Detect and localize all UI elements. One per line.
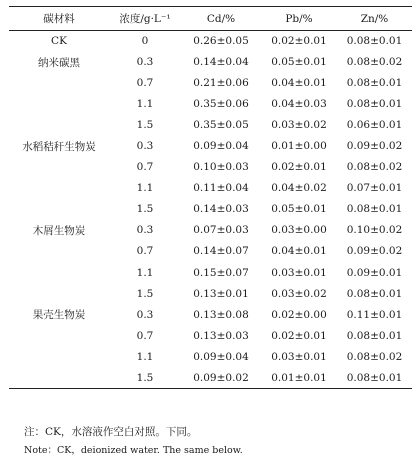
cell-material: [9, 178, 109, 199]
cell-cd: 0.35±0.05: [193, 119, 249, 132]
cell-zn: 0.09±0.02: [346, 140, 403, 153]
table-row: [9, 73, 412, 94]
cell-zn: 0.11±0.01: [346, 308, 403, 321]
cell-cd: 0.26±0.05: [193, 35, 249, 48]
cell-material: [9, 73, 109, 94]
cell-material: 水稻秸秆生物炭: [22, 140, 96, 153]
cell-zn: 0.08±0.01: [346, 98, 403, 111]
table-row: [9, 367, 412, 388]
cell-zn: 0.08±0.02: [346, 56, 403, 69]
cell-zn: 0.08±0.01: [346, 35, 403, 48]
table-header: [9, 7, 412, 31]
cell-pb: 0.03±0.01: [271, 350, 327, 363]
header-concentration: 浓度/g·L⁻¹: [109, 7, 181, 31]
cell-cd: 0.15±0.07: [193, 266, 249, 279]
table-row: [9, 94, 412, 115]
cell-concentration: 0.3: [136, 56, 154, 69]
cell-concentration: 0.7: [136, 77, 154, 90]
cell-cd: 0.11±0.04: [193, 182, 249, 195]
cell-cd: 0.10±0.03: [193, 161, 249, 174]
cell-cd: 0.09±0.04: [193, 140, 249, 153]
table-row: [9, 115, 412, 136]
table-row: [9, 241, 412, 262]
cell-material: [9, 157, 109, 178]
cell-concentration: 1.1: [136, 350, 154, 363]
cell-material: CK: [51, 35, 67, 48]
cell-material: 果壳生物炭: [32, 309, 86, 322]
header-carbon-material: 碳材料: [9, 7, 109, 31]
cell-zn: 0.08±0.01: [346, 77, 403, 90]
cell-material: [9, 325, 109, 346]
cell-pb: 0.01±0.00: [271, 140, 327, 153]
cell-material: [9, 94, 109, 115]
cell-material: [9, 346, 109, 367]
cell-pb: 0.05±0.01: [271, 203, 327, 216]
cell-concentration: 1.5: [136, 119, 154, 132]
header-zn: Zn/%: [337, 7, 412, 31]
cell-zn: 0.08±0.01: [346, 329, 403, 342]
cell-material: [9, 199, 109, 220]
cell-concentration: 0: [141, 35, 149, 48]
cell-concentration: 1.1: [136, 182, 154, 195]
cell-concentration: 1.1: [136, 266, 154, 279]
cell-pb: 0.03±0.02: [271, 287, 327, 300]
header-pb: Pb/%: [261, 7, 337, 31]
cell-material: [9, 367, 109, 388]
table-row: [9, 199, 412, 220]
cell-zn: 0.09±0.01: [346, 266, 403, 279]
cell-pb: 0.04±0.02: [271, 182, 327, 195]
cell-concentration: 0.7: [136, 329, 154, 342]
cell-pb: 0.03±0.01: [271, 266, 327, 279]
cell-material: [9, 115, 109, 136]
note-chinese: 注：CK，水溶液作空白对照。下同。: [24, 426, 198, 438]
cell-zn: 0.08±0.01: [346, 287, 403, 300]
cell-cd: 0.09±0.02: [181, 367, 261, 388]
table-row: [9, 52, 412, 73]
cell-cd: 0.07±0.03: [193, 224, 249, 237]
cell-pb: 0.03±0.00: [271, 224, 327, 237]
table-row: [9, 220, 412, 241]
cell-concentration: 1.5: [136, 287, 154, 300]
cell-cd: 0.21±0.06: [193, 77, 249, 90]
cell-pb: 0.04±0.01: [271, 245, 327, 258]
header-row: [9, 7, 412, 31]
table-row: [9, 136, 412, 157]
cell-pb: 0.04±0.03: [271, 98, 327, 111]
cell-zn: 0.09±0.02: [346, 245, 403, 258]
cell-concentration: 0.3: [136, 308, 154, 321]
cell-cd: 0.14±0.07: [193, 245, 249, 258]
cell-material: [9, 262, 109, 283]
cell-zn: 0.07±0.01: [346, 182, 403, 195]
cell-material: 纳米碳黑: [38, 56, 80, 69]
cell-cd: 0.14±0.04: [193, 56, 249, 69]
table-notes: [12, 425, 412, 457]
cell-material: [9, 283, 109, 304]
cell-cd: 0.13±0.08: [193, 308, 249, 321]
table-row: [9, 304, 412, 325]
cell-zn: 0.08±0.01: [346, 203, 403, 216]
table-row: [9, 31, 412, 52]
cell-pb: 0.02±0.01: [271, 35, 327, 48]
table-row: [9, 325, 412, 346]
cell-concentration: 1.5: [136, 203, 154, 216]
cell-pb: 0.02±0.00: [271, 308, 327, 321]
header-cd: Cd/%: [181, 7, 261, 31]
cell-zn: 0.08±0.01: [337, 367, 412, 388]
table-row: [9, 262, 412, 283]
cell-pb: 0.03±0.02: [271, 119, 327, 132]
note-english: Note：CK，deionized water. The same below.: [24, 445, 243, 456]
cell-concentration: 0.3: [136, 140, 154, 153]
cell-cd: 0.13±0.01: [193, 287, 249, 300]
table-body: [9, 31, 412, 389]
cell-pb: 0.02±0.01: [271, 161, 327, 174]
cell-concentration: 0.3: [136, 224, 154, 237]
table-row: [9, 283, 412, 304]
cell-pb: 0.02±0.01: [271, 329, 327, 342]
cell-zn: 0.08±0.02: [346, 350, 403, 363]
cell-concentration: 0.7: [136, 161, 154, 174]
cell-cd: 0.35±0.06: [193, 98, 249, 111]
cell-cd: 0.13±0.03: [193, 329, 249, 342]
cell-pb: 0.04±0.01: [271, 77, 327, 90]
cell-zn: 0.10±0.02: [346, 224, 403, 237]
cell-pb: 0.01±0.01: [261, 367, 337, 388]
cell-concentration: 0.7: [136, 245, 154, 258]
cell-cd: 0.14±0.03: [193, 203, 249, 216]
cell-zn: 0.06±0.01: [346, 119, 403, 132]
cell-material: 木屑生物炭: [32, 224, 86, 237]
table-row: [9, 346, 412, 367]
table-row: [9, 157, 412, 178]
cell-concentration: 1.5: [109, 367, 181, 388]
cell-pb: 0.05±0.01: [271, 56, 327, 69]
cell-concentration: 1.1: [136, 98, 154, 111]
data-table: [9, 6, 412, 389]
table-row: [9, 178, 412, 199]
cell-zn: 0.08±0.02: [346, 161, 403, 174]
cell-cd: 0.09±0.04: [193, 350, 249, 363]
cell-material: [9, 241, 109, 262]
